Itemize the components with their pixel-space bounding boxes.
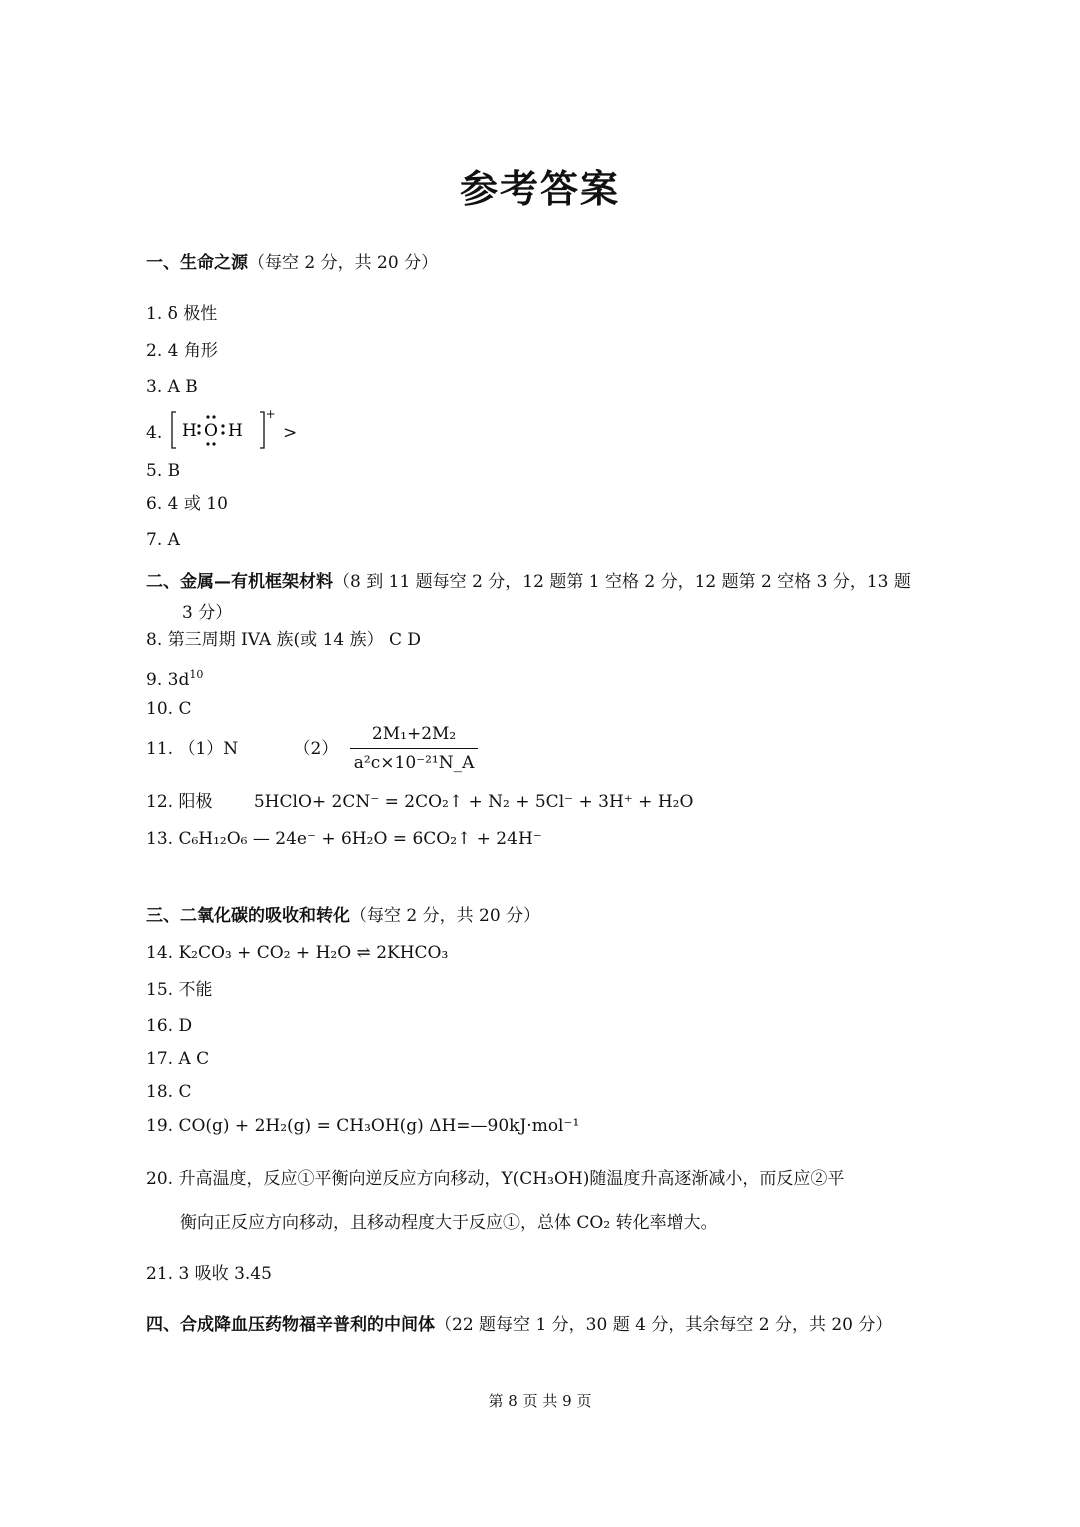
answer-2: 2. 4 角形 — [146, 341, 218, 361]
answer-11 — [146, 722, 478, 775]
answer-13: 13. C₆H₁₂O₆ — 24e⁻ + 6H₂O = 6CO₂↑ + 24H⁻ — [146, 829, 542, 849]
section-2-heading — [146, 570, 911, 594]
page-title: 参考答案 — [459, 167, 620, 211]
answer-17: 17. A C — [146, 1049, 210, 1069]
section-3-heading — [146, 904, 540, 928]
lewis-structure — [168, 407, 276, 459]
section-2-title: 二、金属—有机框架材料 — [146, 572, 333, 592]
section-1-heading — [146, 251, 438, 275]
answer-12-equation: 5HClO+ 2CN⁻ = 2CO₂↑ + N₂ + 5Cl⁻ + 3H⁺ + H₂O — [253, 792, 694, 812]
answer-7: 7. A — [146, 530, 180, 550]
answer-11-part2: （2） — [293, 738, 339, 759]
fraction-denominator: a²c×10⁻²¹N_A — [353, 753, 475, 773]
answer-18: 18. C — [146, 1082, 192, 1102]
answer-12 — [146, 790, 693, 814]
answer-16: 16. D — [146, 1016, 193, 1036]
answer-1: 1. δ 极性 — [146, 304, 218, 324]
answer-21: 21. 3 吸收 3.45 — [146, 1264, 272, 1284]
answer-3: 3. A B — [146, 377, 198, 397]
answer-11-fraction — [350, 722, 479, 775]
answer-4-number: 4. — [146, 423, 163, 443]
section-1-note: （每空 2 分，共 20 分） — [248, 253, 439, 273]
answer-15: 15. 不能 — [146, 980, 213, 1000]
answer-5: 5. B — [146, 461, 181, 481]
lewis-bracket-diagram — [168, 408, 268, 452]
answer-8: 8. 第三周期 IVA 族(或 14 族） C D — [146, 630, 422, 650]
answer-20-line-2: 衡向正反应方向移动，且移动程度大于反应①，总体 CO₂ 转化率增大。 — [180, 1213, 718, 1233]
section-4-heading — [146, 1313, 892, 1337]
answer-4-compare: > — [283, 423, 298, 443]
section-3-title: 三、二氧化碳的吸收和转化 — [146, 906, 350, 926]
svg-text:H: H — [181, 421, 197, 441]
section-3-note: （每空 2 分，共 20 分） — [350, 906, 541, 926]
fraction-numerator: 2M₁+2M₂ — [350, 722, 479, 749]
section-4-note: （22 题每空 1 分，30 题 4 分，其余每空 2 分，共 20 分） — [435, 1315, 893, 1335]
lewis-charge: + — [265, 407, 276, 421]
answer-10: 10. C — [146, 699, 192, 719]
answer-14: 14. K₂CO₃ + CO₂ + H₂O ⇌ 2KHCO₃ — [146, 943, 449, 963]
answer-9-base: 9. 3d — [146, 670, 190, 690]
answer-4 — [146, 408, 297, 459]
svg-text:H: H — [227, 421, 243, 441]
section-1-title: 一、生命之源 — [146, 253, 248, 273]
answer-19: 19. CO(g) + 2H₂(g) = CH₃OH(g) ΔH=—90kJ·mol⁻¹ — [146, 1116, 580, 1136]
answer-11-part1: 11. （1）N — [146, 738, 239, 759]
section-2-note-cont: 3 分） — [182, 603, 233, 623]
answer-20-line-1: 20. 升高温度，反应①平衡向逆反应方向移动，Y(CH₃OH)随温度升高逐渐减小，而反应②平 — [146, 1169, 845, 1189]
page-footer: 第 8 页 共 9 页 — [488, 1392, 592, 1410]
answer-9 — [146, 663, 203, 692]
answer-6: 6. 4 或 10 — [146, 494, 228, 514]
svg-text:O: O — [203, 421, 218, 441]
section-4-title: 四、合成降血压药物福辛普利的中间体 — [146, 1315, 435, 1335]
section-2-note: （8 到 11 题每空 2 分，12 题第 1 空格 2 分，12 题第 2 空格 3 分，13 题 — [333, 572, 911, 592]
answer-12-label: 12. 阳极 — [146, 792, 213, 812]
answer-9-sup: 10 — [189, 668, 204, 681]
